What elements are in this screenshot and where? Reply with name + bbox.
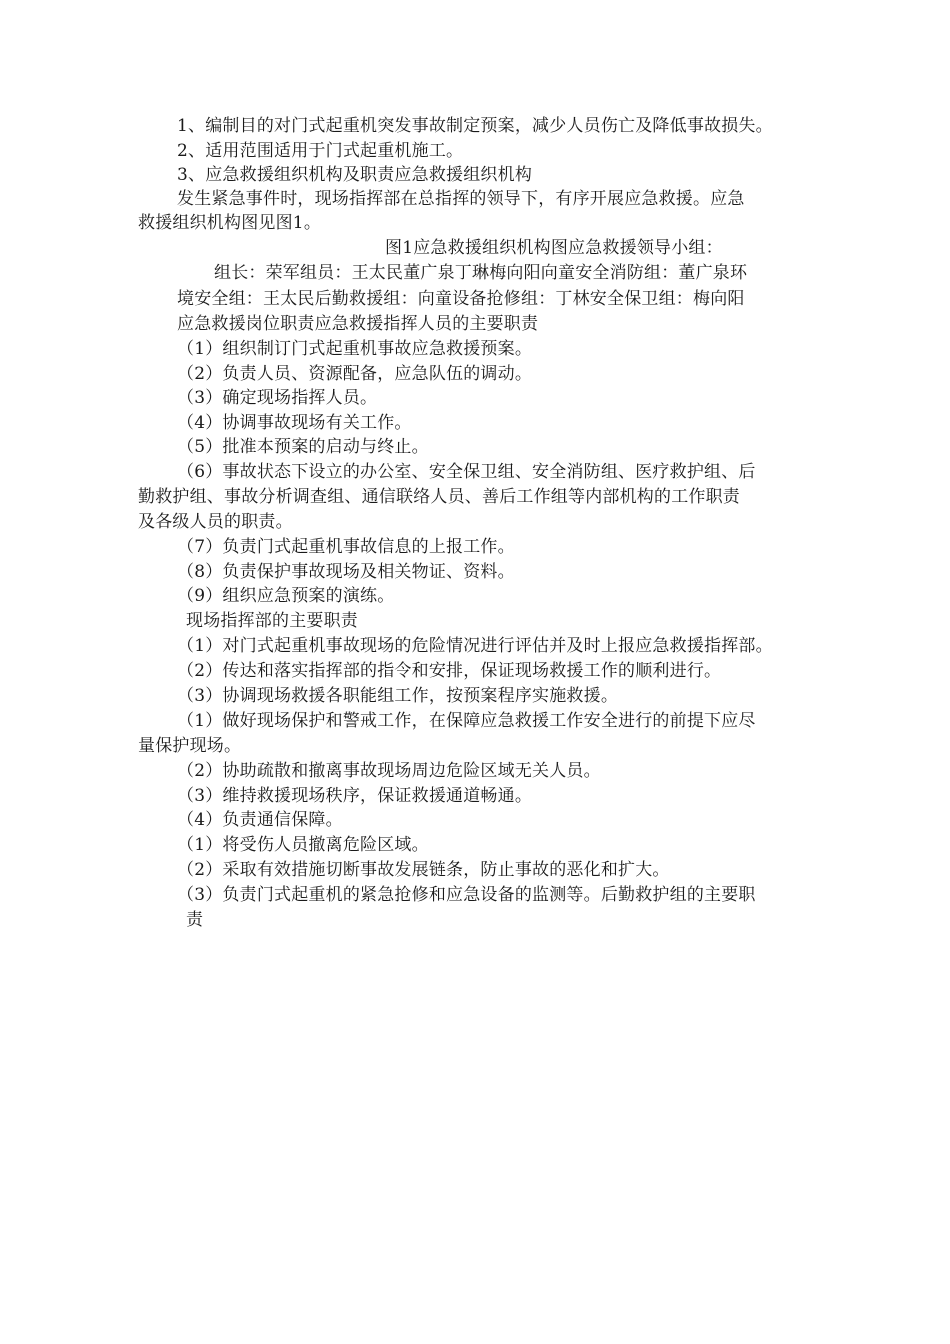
list-item-continuation: 勤救护组、事故分析调查组、通信联络人员、善后工作组等内部机构的工作职责 xyxy=(138,487,740,507)
list-item: （3）协调现场救援各职能组工作，按预案程序实施救援。 xyxy=(177,686,619,706)
list-item: （8）负责保护事故现场及相关物证、资料。 xyxy=(177,562,515,582)
list-item: （1）组织制订门式起重机事故应急救援预案。 xyxy=(177,339,533,359)
text-line: 2、适用范围适用于门式起重机施工。 xyxy=(177,141,464,161)
section-heading: 现场指挥部的主要职责 xyxy=(186,611,358,631)
list-item: （4）负责通信保障。 xyxy=(177,810,343,830)
list-item: （7）负责门式起重机事故信息的上报工作。 xyxy=(177,537,515,557)
text-line: 发生紧急事件时，现场指挥部在总指挥的领导下，有序开展应急救援。应急 xyxy=(177,189,745,209)
list-item: （3）负责门式起重机的紧急抢修和应急设备的监测等。后勤救护组的主要职 xyxy=(177,885,756,905)
list-item: （5）批准本预案的启动与终止。 xyxy=(177,437,429,457)
text-line: 组长：荣军组员：王太民董广泉丁琳梅向阳向童安全消防组：董广泉环 xyxy=(214,263,748,283)
text-line: 1、编制目的对门式起重机突发事故制定预案，减少人员伤亡及降低事故损失。 xyxy=(177,116,773,136)
list-item: （2）协助疏散和撤离事故现场周边危险区域无关人员。 xyxy=(177,761,601,781)
list-item: （9）组织应急预案的演练。 xyxy=(177,586,395,606)
section-heading: 应急救援岗位职责应急救援指挥人员的主要职责 xyxy=(177,314,539,334)
list-item: （4）协调事故现场有关工作。 xyxy=(177,413,412,433)
list-item: （3）维持救援现场秩序，保证救援通道畅通。 xyxy=(177,786,533,806)
list-item-continuation: 责 xyxy=(186,910,204,930)
list-item: （1）将受伤人员撤离危险区域。 xyxy=(177,835,429,855)
list-item: （1）对门式起重机事故现场的危险情况进行评估并及时上报应急救援指挥部。 xyxy=(177,636,773,656)
list-item-continuation: 量保护现场。 xyxy=(138,736,242,756)
text-line: 3、应急救援组织机构及职责应急救援组织机构 xyxy=(177,165,533,185)
list-item: （6）事故状态下设立的办公室、安全保卫组、安全消防组、医疗救护组、后 xyxy=(177,462,756,482)
text-line: 境安全组：王太民后勤救援组：向童设备抢修组：丁林安全保卫组：梅向阳 xyxy=(177,289,745,309)
list-item: （1）做好现场保护和警戒工作，在保障应急救援工作安全进行的前提下应尽 xyxy=(177,711,756,731)
text-line: 救援组织机构图见图1。 xyxy=(138,213,322,233)
figure-caption: 图1应急救援组织机构图应急救援领导小组： xyxy=(385,238,723,258)
list-item-continuation: 及各级人员的职责。 xyxy=(138,512,293,532)
list-item: （2）负责人员、资源配备，应急队伍的调动。 xyxy=(177,364,533,384)
list-item: （2）采取有效措施切断事故发展链条，防止事故的恶化和扩大。 xyxy=(177,860,670,880)
list-item: （3）确定现场指挥人员。 xyxy=(177,388,378,408)
list-item: （2）传达和落实指挥部的指令和安排，保证现场救援工作的顺利进行。 xyxy=(177,661,722,681)
